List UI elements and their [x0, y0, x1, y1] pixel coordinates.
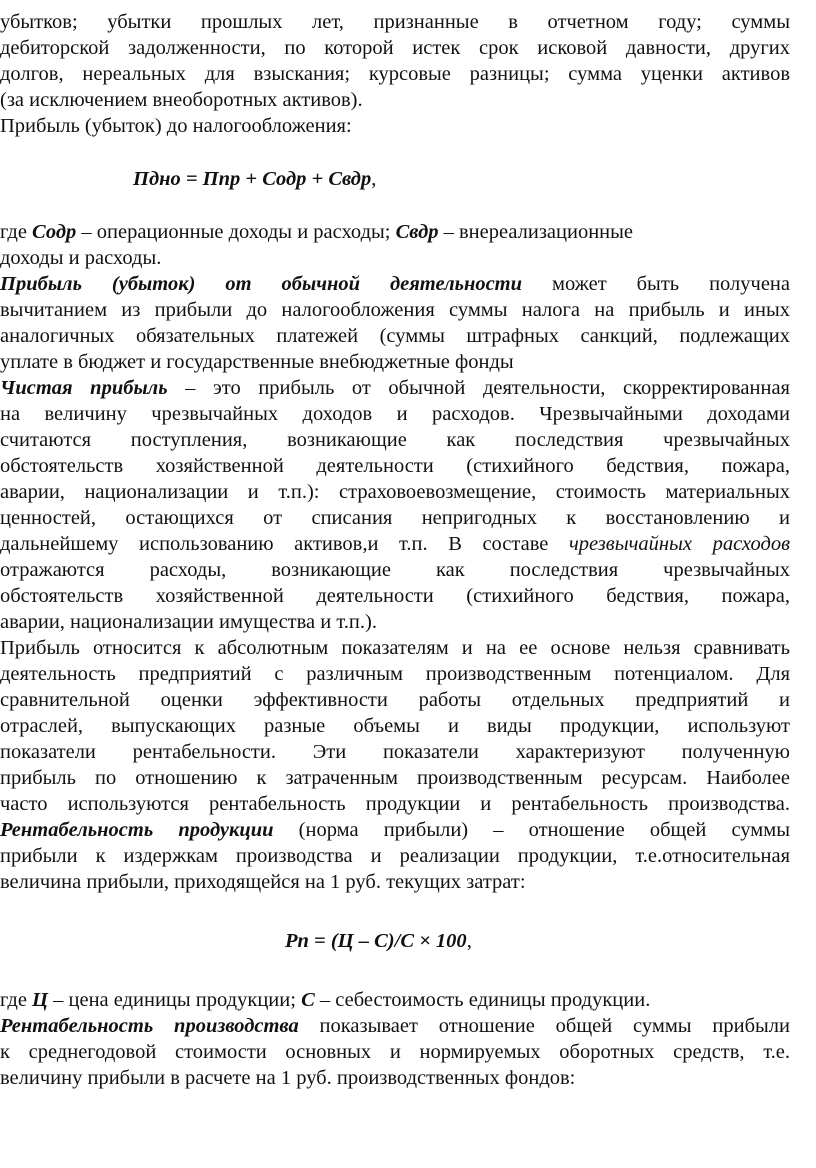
text-line: величина прибыли, приходящейся на 1 руб. текущих затрат: — [0, 871, 526, 893]
term-extraordinary-expenses: чрезвычайных расходов — [568, 533, 790, 555]
text-run: (норма прибыли) – отношение общей суммы — [273, 819, 790, 841]
text-line: аналогичных обязательных платежей (суммы штрафных санкций, подлежащих — [0, 325, 790, 347]
text-line: убытков; убытки прошлых лет, признанные в отчетном году; суммы — [0, 11, 790, 33]
text-line — [0, 817, 790, 843]
text-line: деятельность предприятий с различным производственным потенциалом. Для — [0, 663, 790, 685]
text-line: прибыль по отношению к затраченным производственным ресурсам. Наиболее — [0, 767, 790, 789]
text-run: – цена единицы продукции; — [48, 989, 302, 1011]
text-line: вычитанием из прибыли до налогообложения суммы налога на прибыль и иных — [0, 299, 790, 321]
term-net-profit: Чистая прибыль — [0, 377, 168, 399]
term-svdr: Свдр — [395, 221, 439, 243]
text-line — [0, 1013, 790, 1039]
text-run: – себестоимость единицы продукции. — [314, 989, 651, 1011]
formula-profitability — [285, 928, 472, 954]
text-line: обстоятельств хозяйственной деятельности (стихийного бедствия, пожара, — [0, 585, 790, 607]
formula-comma: , — [371, 168, 377, 190]
text-line: отражаются расходы, возникающие как последствия чрезвычайных — [0, 559, 790, 581]
text-line: на величину чрезвычайных доходов и расходов. Чрезвычайными доходами — [0, 403, 790, 425]
text-line: Прибыль относится к абсолютным показателям и на ее основе нельзя сравнивать — [0, 637, 790, 659]
text-line: ценностей, остающихся от списания непригодных к восстановлению и — [0, 507, 790, 529]
text-line: дебиторской задолженности, по которой истек срок исковой давности, других — [0, 37, 790, 59]
term-ordinary-profit: Прибыль (убыток) от обычной деятельности — [0, 273, 523, 295]
text-line — [0, 531, 790, 557]
text-run: где — [0, 221, 33, 243]
text-line: Прибыль (убыток) до налогообложения: — [0, 115, 352, 137]
term-product-profitability: Рентабельность продукции — [0, 819, 274, 841]
text-run: может быть получена — [522, 273, 790, 295]
text-line: (за исключением внеоборотных активов). — [0, 89, 363, 111]
text-line — [0, 271, 790, 297]
text-line: считаются поступления, возникающие как последствия чрезвычайных — [0, 429, 790, 451]
formula-expression: Пдно = Ппр + Содр + Свдр — [133, 168, 372, 190]
text-run: – это прибыль от обычной деятельности, скорректированная — [167, 377, 790, 399]
text-line — [0, 375, 790, 401]
term-production-profitability: Рентабельность производства — [0, 1015, 299, 1037]
text-run: дальнейшему использованию активов,и т.п. В составе — [0, 533, 569, 555]
text-line: к среднегодовой стоимости основных и нормируемых оборотных средств, т.е. — [0, 1041, 790, 1063]
text-line: часто используются рентабельность продукции и рентабельность производства. — [0, 793, 790, 815]
text-line — [0, 219, 790, 245]
text-run: – внереализационные — [438, 221, 634, 243]
text-run: – операционные доходы и расходы; — [76, 221, 396, 243]
term-sodr: Содр — [32, 221, 77, 243]
term-price: Ц — [32, 989, 48, 1011]
text-line: показатели рентабельности. Эти показатели характеризуют полученную — [0, 741, 790, 763]
formula-pretax-profit — [133, 166, 376, 192]
text-line: величину прибыли в расчете на 1 руб. производственных фондов: — [0, 1067, 576, 1089]
text-line: аварии, национализации и т.п.): страховоевозмещение, стоимость материальных — [0, 481, 790, 503]
text-line: прибыли к издержкам производства и реализации продукции, т.е.относительная — [0, 845, 790, 867]
formula-comma: , — [466, 930, 472, 952]
text-line: аварии, национализации имущества и т.п.). — [0, 611, 377, 633]
text-line: сравнительной оценки эффективности работы отдельных предприятий и — [0, 689, 790, 711]
text-line: долгов, нереальных для взыскания; курсовые разницы; сумма уценки активов — [0, 63, 790, 85]
text-run: показывает отношение общей суммы прибыли — [298, 1015, 790, 1037]
text-line: отраслей, выпускающих разные объемы и виды продукции, используют — [0, 715, 790, 737]
text-line: обстоятельств хозяйственной деятельности (стихийного бедствия, пожара, — [0, 455, 790, 477]
text-line — [0, 987, 790, 1013]
term-cost: С — [301, 989, 315, 1011]
formula-expression: Рп = (Ц – С)/С × 100 — [285, 930, 467, 952]
text-line: уплате в бюджет и государственные внебюджетные фонды — [0, 351, 514, 373]
text-run: где — [0, 989, 33, 1011]
text-line: доходы и расходы. — [0, 247, 162, 269]
